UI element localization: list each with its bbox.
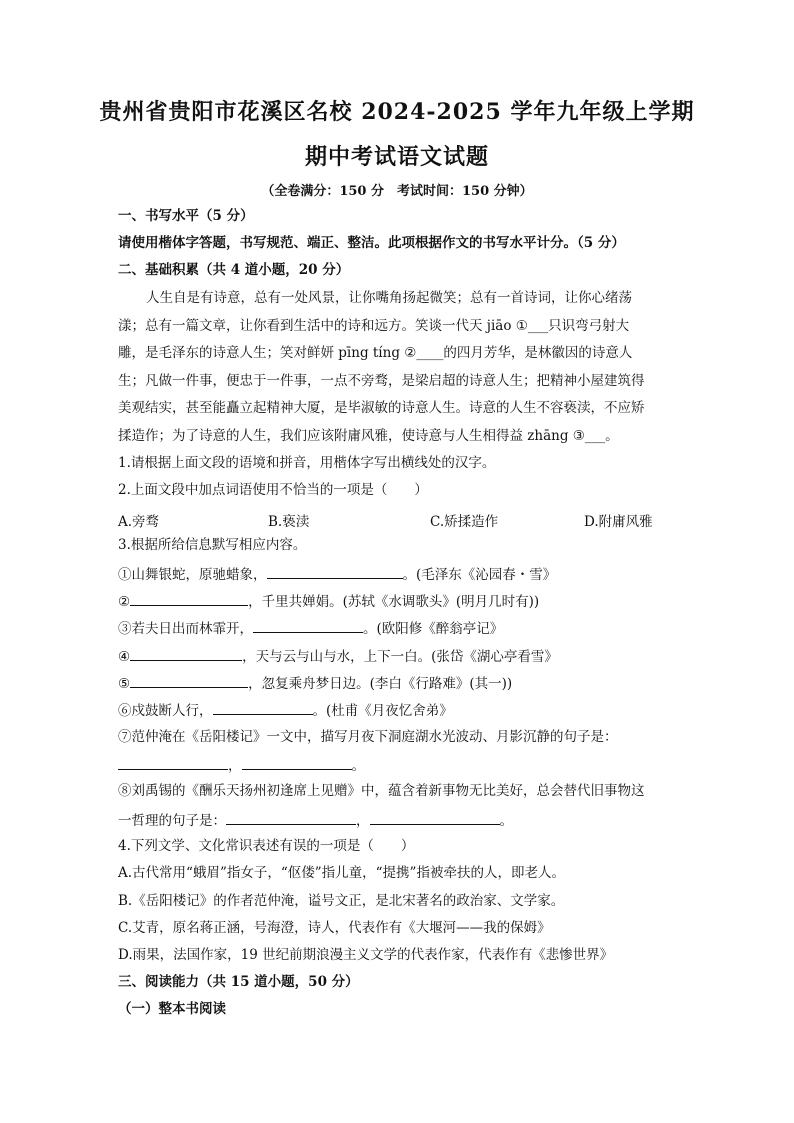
q4-option-d: D.雨果，法国作家，19 世纪前期浪漫主义文学的代表作家，代表作有《悲惨世界》	[118, 947, 614, 963]
q3-item-4	[118, 647, 558, 665]
q3-item-8-answer	[118, 811, 513, 829]
question-4: 4.下列文学、文化常识表述有误的一项是（ ）	[118, 838, 415, 854]
q3-item-7-end: 。	[351, 758, 365, 774]
q3-item-6	[118, 701, 453, 719]
q3-item-3-pre: ③若夫日出而林霏开，	[118, 621, 253, 637]
answer-blank[interactable]	[130, 592, 248, 606]
section1-heading: 一、书写水平（5 分）	[118, 208, 254, 224]
answer-blank[interactable]	[118, 756, 228, 770]
q3-item-3	[118, 619, 503, 637]
q3-item-5-post: ，忽复乘舟梦日边。(李白《行路难》(其一))	[248, 676, 513, 692]
q3-item-6-post: 。(杜甫《月夜忆舍弟》	[312, 703, 453, 719]
answer-blank[interactable]	[253, 619, 363, 633]
section1-instruction: 请使用楷体字答题，书写规范、端正、整洁。此项根据作文的书写水平计分。（5 分）	[118, 235, 625, 251]
question-3: 3.根据所给信息默写相应内容。	[118, 537, 307, 553]
passage-line: 人生自是有诗意，总有一处风景，让你嘴角扬起微笑；总有一首诗词，让你心绪荡	[146, 290, 632, 306]
q2-option-b: B.亵渎	[268, 514, 310, 530]
q3-item-3-post: 。(欧阳修《醉翁亭记》	[363, 621, 504, 637]
passage-line: 美观结实，甚至能矗立起精神大厦，是毕淑敏的诗意人生。诗意的人生不容亵渎，不应矫	[118, 400, 645, 416]
answer-blank[interactable]	[226, 811, 356, 825]
q3-item-1	[118, 565, 556, 583]
q3-item-2-pre: ②	[118, 594, 131, 610]
answer-blank[interactable]	[242, 756, 352, 770]
q3-item-7-sep: ，	[228, 758, 242, 774]
q3-item-1-post: 。(毛泽东《沁园春・雪》	[402, 567, 557, 583]
q2-option-d: D.附庸风雅	[584, 514, 653, 530]
q3-item-7-answer	[118, 756, 365, 774]
question-2: 2.上面文段中加点词语使用不恰当的一项是（ ）	[118, 482, 428, 498]
answer-blank[interactable]	[370, 811, 500, 825]
q3-item-8-sep: ，	[356, 813, 370, 829]
q3-item-5-pre: ⑤	[118, 676, 131, 692]
exam-title-line1: 贵州省贵阳市花溪区名校 2024-2025 学年九年级上学期	[99, 99, 695, 125]
section3-heading: 三、阅读能力（共 15 道小题，50 分）	[118, 974, 359, 990]
section2-heading: 二、基础积累（共 4 道小题，20 分）	[118, 262, 350, 278]
q4-option-b: B.《岳阳楼记》的作者范仲淹，谥号文正，是北宋著名的政治家、文学家。	[118, 893, 565, 909]
q2-option-a: A.旁骛	[118, 514, 160, 530]
q4-option-a: A.古代常用“蛾眉”指女子，“伛偻”指儿童，“提携”指被牵扶的人，即老人。	[118, 865, 565, 881]
answer-blank[interactable]	[267, 565, 403, 579]
section3-sub1: （一）整本书阅读	[118, 1001, 226, 1017]
q3-item-4-pre: ④	[118, 649, 131, 665]
answer-blank[interactable]	[213, 701, 313, 715]
q3-item-8: ⑧刘禹锡的《酬乐天扬州初逢席上见赠》中，蕴含着新事物无比美好，总会替代旧事物这	[118, 783, 645, 799]
question-1: 1.请根据上面文段的语境和拼音，用楷体字写出横线处的汉字。	[118, 455, 496, 471]
q3-item-4-post: ，天与云与山与水，上下一白。(张岱《湖心亭看雪》	[242, 649, 558, 665]
q3-item-6-pre: ⑥戍鼓断人行，	[118, 703, 213, 719]
passage-line: 雕，是毛泽东的诗意人生；笑对鲜妍 pīng tíng ②____的四月芳华，是林徽因的诗意人	[118, 345, 633, 361]
q3-item-8-pre: 一哲理的句子是：	[118, 813, 226, 829]
passage-line: 漾；总有一篇文章，让你看到生活中的诗和远方。笑谈一代天 jiāo ①___只识弯弓射大	[118, 318, 630, 334]
q3-item-2	[118, 592, 539, 610]
passage-line: 生；凡做一件事，便忠于一件事，一点不旁骛，是梁启超的诗意人生；把精神小屋建筑得	[118, 373, 645, 389]
q3-item-8-end: 。	[499, 813, 513, 829]
q2-option-c: C.矫揉造作	[430, 514, 499, 530]
passage-line: 揉造作；为了诗意的人生，我们应该附庸风雅，使诗意与人生相得益 zhāng ③___。	[118, 428, 619, 444]
q3-item-5	[118, 674, 512, 692]
q3-item-2-post: ，千里共婵娟。(苏轼《水调歌头》(明月几时有))	[248, 594, 540, 610]
answer-blank[interactable]	[130, 647, 242, 661]
exam-title-line2: 期中考试语文试题	[304, 144, 489, 170]
exam-subtitle: （全卷满分：150 分 考试时间：150 分钟）	[261, 184, 533, 199]
q4-option-c: C.艾青，原名蒋正涵，号海澄，诗人，代表作有《大堰河——我的保姆》	[118, 920, 551, 936]
answer-blank[interactable]	[130, 674, 248, 688]
q3-item-1-pre: ①山舞银蛇，原驰蜡象，	[118, 567, 267, 583]
q3-item-7: ⑦范仲淹在《岳阳楼记》一文中，描写月夜下洞庭湖水光波动、月影沉静的句子是：	[118, 729, 618, 745]
